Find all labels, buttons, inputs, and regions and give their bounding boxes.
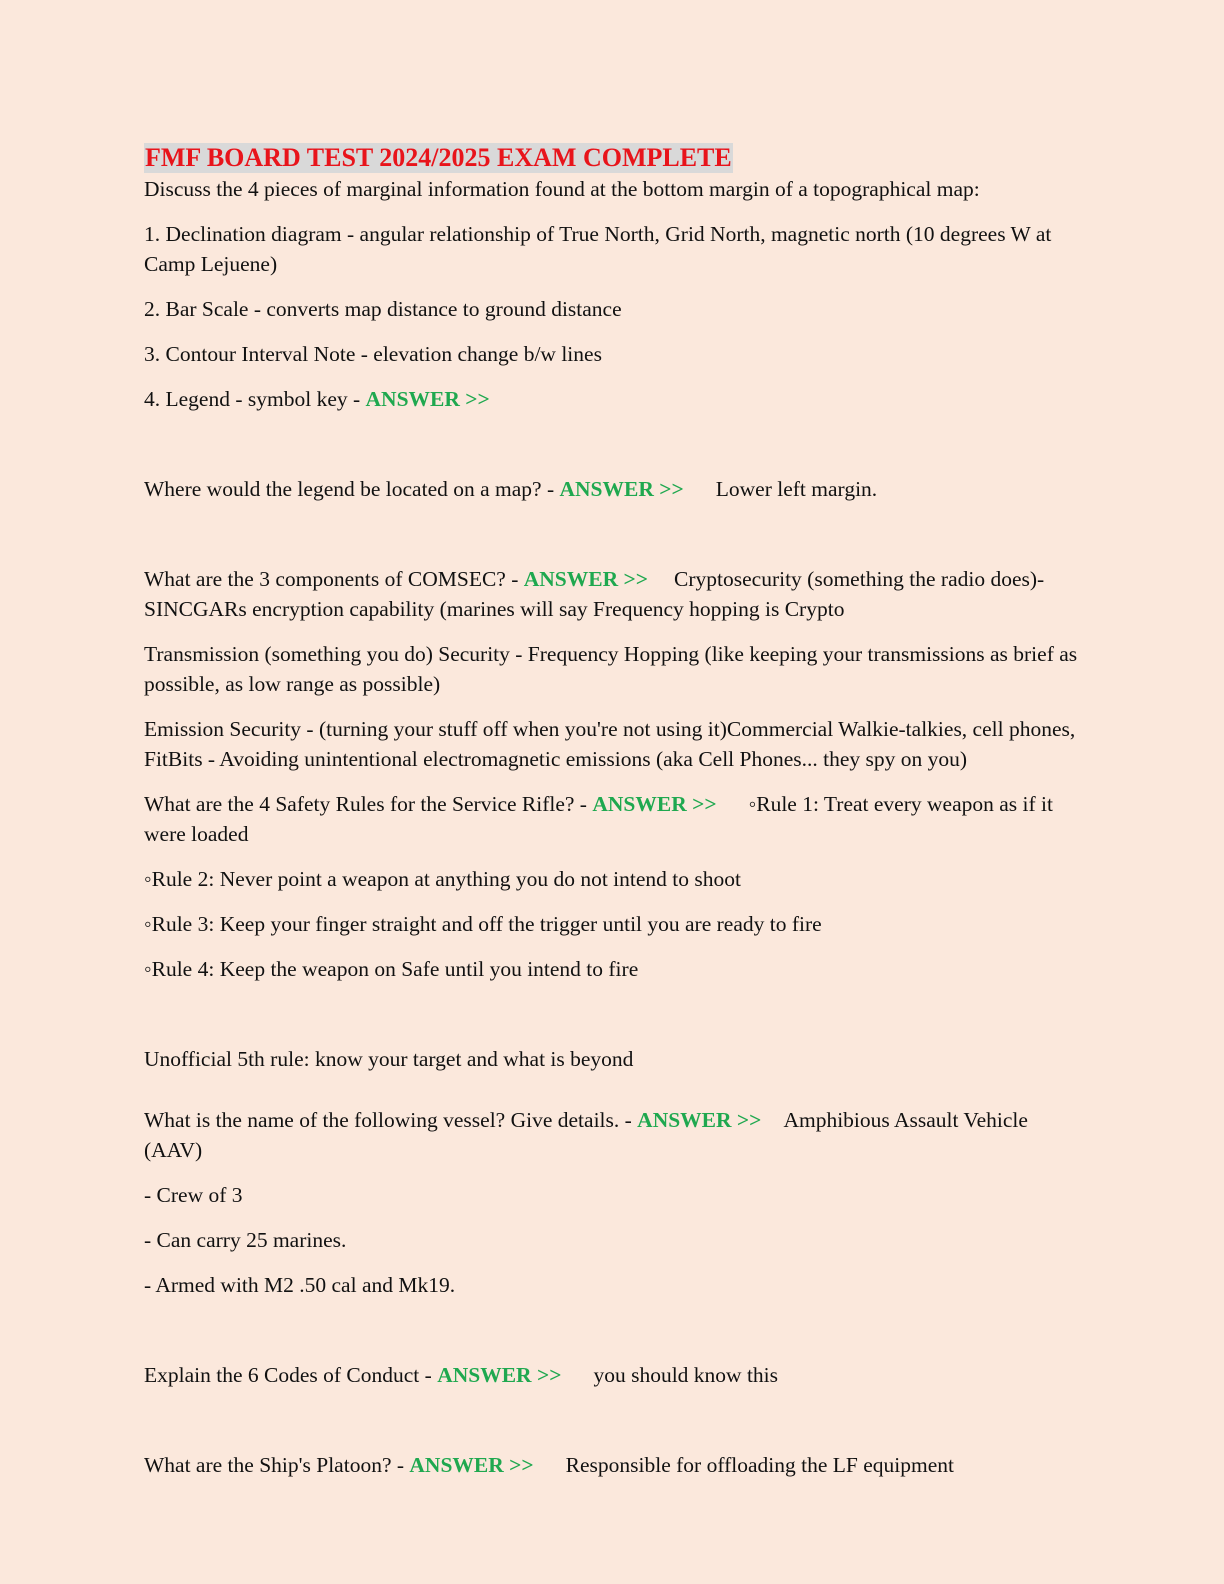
q4-question: What are the 4 Safety Rules for the Service Rifle? - bbox=[144, 792, 593, 816]
answer-label: ANSWER >> bbox=[637, 1108, 762, 1132]
q1-item-1: 1. Declination diagram - angular relationship of True North, Grid North, magnetic north (10 degrees W at Camp Lejuene) bbox=[144, 222, 1052, 276]
q4-rule-2: ◦Rule 2: Never point a weapon at anything you do not intend to shoot bbox=[144, 867, 741, 891]
q3-answer: Cryptosecurity (something the radio does)- SINCGARs encryption capability (marines will say Frequency hopping is Crypto bbox=[144, 567, 1045, 621]
q5-detail-2: - Can carry 25 marines. bbox=[144, 1228, 347, 1252]
q5-block bbox=[144, 1105, 1084, 1165]
q4-rule-3: ◦Rule 3: Keep your finger straight and off the trigger until you are ready to fire bbox=[144, 912, 822, 936]
answer-label: ANSWER >> bbox=[523, 567, 649, 591]
q2-answer: Lower left margin. bbox=[715, 477, 878, 501]
answer-label: ANSWER >> bbox=[437, 1363, 562, 1387]
document-title: FMF BOARD TEST 2024/2025 EXAM COMPLETE bbox=[145, 143, 732, 172]
q1-item-2: 2. Bar Scale - converts map distance to ground distance bbox=[144, 297, 622, 321]
q4-rule-5: Unofficial 5th rule: know your target and what is beyond bbox=[144, 1047, 634, 1071]
q1-item-4-text: 4. Legend - symbol key - bbox=[144, 387, 366, 411]
q5-detail-1: - Crew of 3 bbox=[144, 1183, 243, 1207]
q3-line-2: Transmission (something you do) Security - Frequency Hopping (like keeping your transmissions as brief as possible, as low range as possible) bbox=[144, 642, 1078, 696]
q7-block bbox=[144, 1450, 1084, 1480]
q4-answer: ◦Rule 1: Treat every weapon as if it were loaded bbox=[144, 792, 1053, 846]
q6-answer: you should know this bbox=[593, 1363, 779, 1387]
q5-answer: Amphibious Assault Vehicle (AAV) bbox=[144, 1108, 1028, 1162]
q6-block bbox=[144, 1360, 1084, 1390]
q3-block bbox=[144, 564, 1084, 624]
q1-item-4 bbox=[144, 384, 1084, 414]
q3-question: What are the 3 components of COMSEC? - bbox=[144, 567, 524, 591]
q5-detail-3: - Armed with M2 .50 cal and Mk19. bbox=[144, 1273, 456, 1297]
q4-block bbox=[144, 789, 1084, 849]
answer-label: ANSWER >> bbox=[559, 477, 684, 501]
q4-rule-4: ◦Rule 4: Keep the weapon on Safe until you intend to fire bbox=[144, 957, 639, 981]
q7-question: What are the Ship's Platoon? - bbox=[144, 1453, 410, 1477]
q5-question: What is the name of the following vessel? Give details. - bbox=[144, 1108, 638, 1132]
q3-line-3: Emission Security - (turning your stuff off when you're not using it)Commercial Walkie-talkies, cell phones, FitBits - Avoiding unintentional electromagnetic emissions (aka Cell Phones... they spy on you) bbox=[144, 717, 1076, 771]
answer-label: ANSWER >> bbox=[592, 792, 717, 816]
q1-intro: Discuss the 4 pieces of marginal information found at the bottom margin of a topographical map: bbox=[144, 177, 980, 201]
q2-block bbox=[144, 474, 1084, 504]
q7-answer: Responsible for offloading the LF equipment bbox=[565, 1453, 954, 1477]
answer-label: ANSWER >> bbox=[365, 387, 490, 411]
q2-question: Where would the legend be located on a map? - bbox=[144, 477, 560, 501]
q1-item-3: 3. Contour Interval Note - elevation change b/w lines bbox=[144, 342, 602, 366]
answer-label: ANSWER >> bbox=[409, 1453, 534, 1477]
q6-question: Explain the 6 Codes of Conduct - bbox=[144, 1363, 438, 1387]
document-page bbox=[144, 143, 1084, 1495]
